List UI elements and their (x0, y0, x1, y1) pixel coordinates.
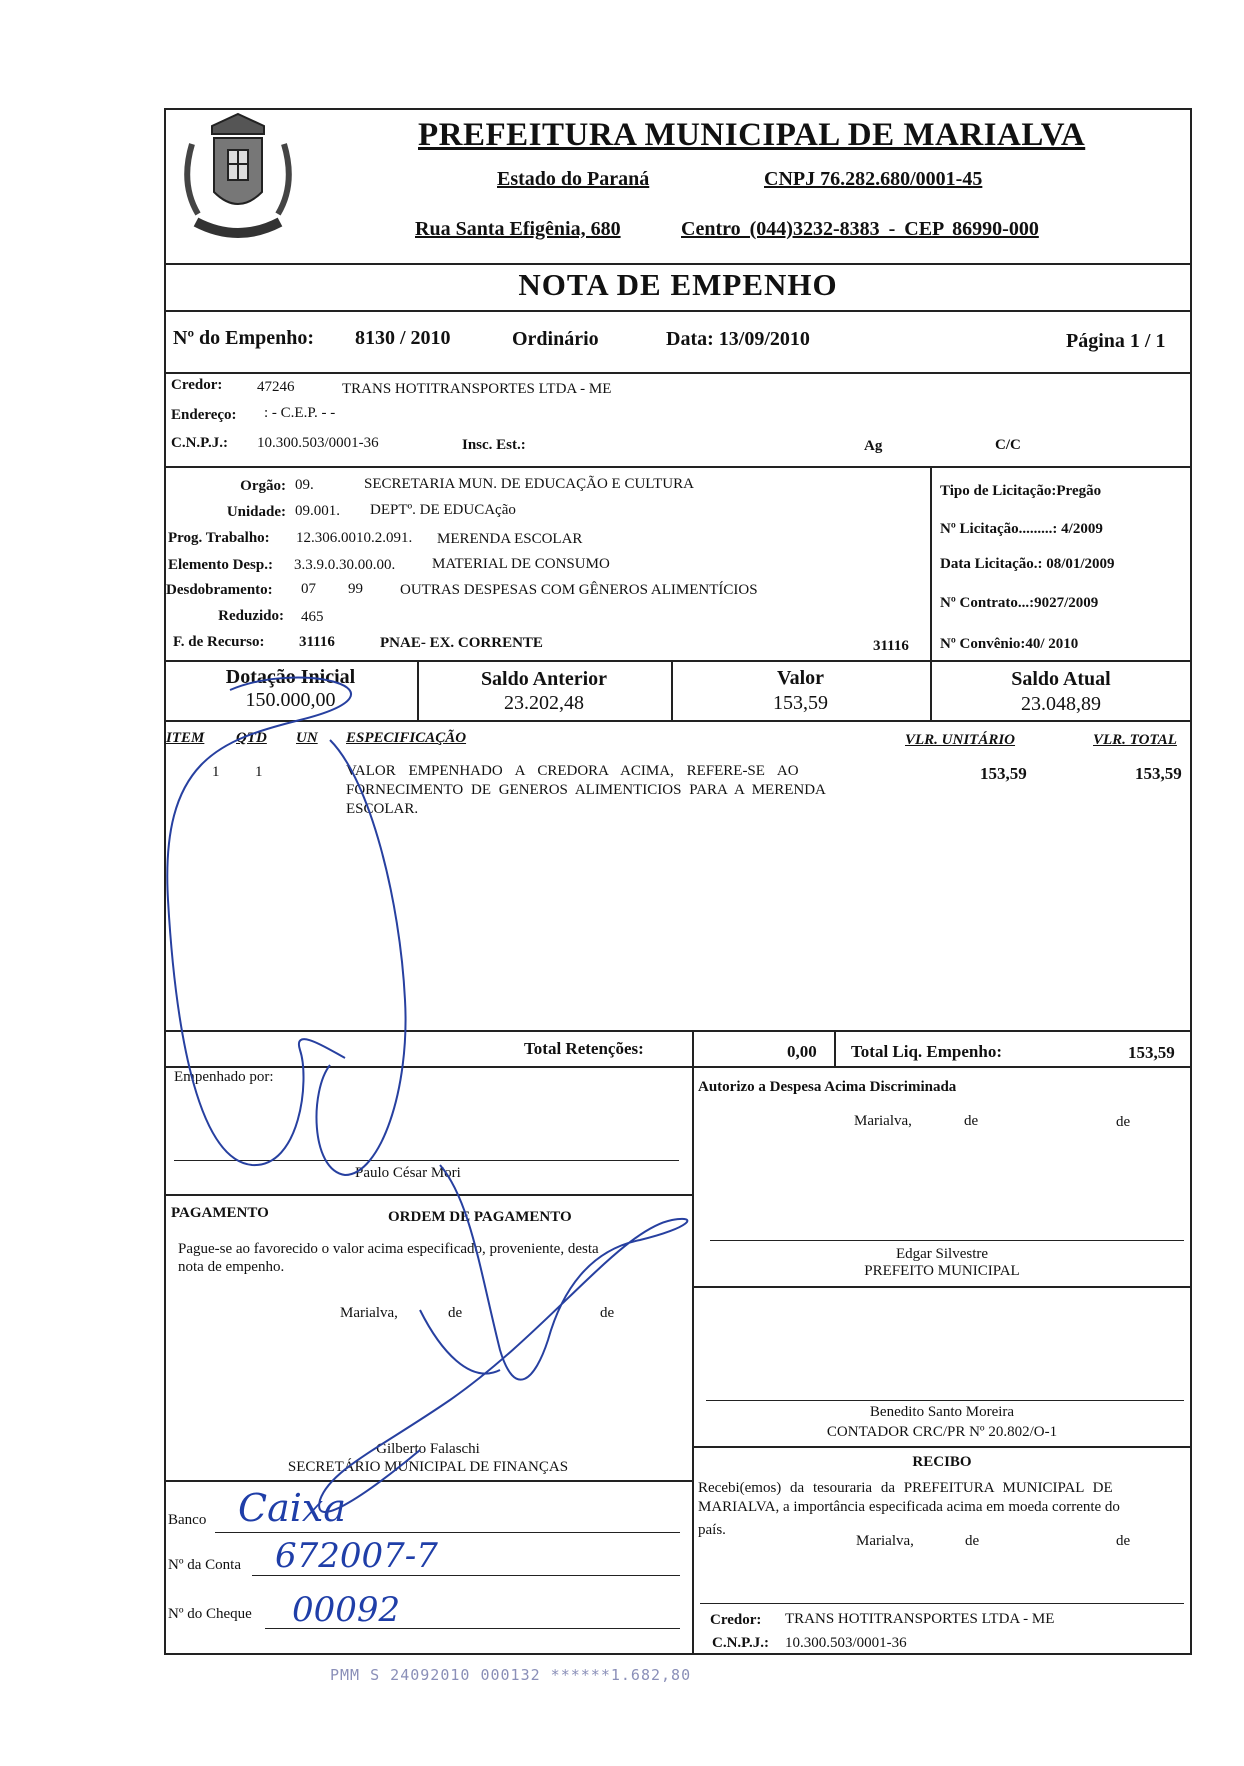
unidade-name: DEPTº. DE EDUCAção (370, 502, 516, 518)
col-header-vlr-total: VLR. TOTAL (1093, 732, 1177, 748)
divider (692, 1066, 694, 1655)
signature-line (706, 1400, 1184, 1401)
recibo-cnpj: 10.300.503/0001-36 (785, 1635, 907, 1651)
empenho-number: 8130 / 2010 (355, 327, 451, 349)
coat-of-arms-logo (168, 104, 308, 254)
banco-value: Caixa (238, 1486, 346, 1530)
desdobramento-code1: 07 (301, 581, 316, 597)
item-desc-line1: VALOR EMPENHADO A CREDORA ACIMA, REFERE-SE AO (346, 763, 799, 779)
address-field-value: : - C.E.P. - - (264, 405, 336, 421)
divider (164, 310, 1192, 312)
signature-line (710, 1240, 1184, 1241)
divider (164, 1030, 1192, 1032)
autorizo-de-2: de (1116, 1114, 1131, 1130)
recibo-text-line3: país. (698, 1522, 726, 1538)
numero-licitacao: Nº Licitação.........: 4/2009 (940, 521, 1103, 537)
empenho-number-label: Nº do Empenho: (173, 327, 315, 349)
pagamento-text-line2: nota de empenho. (178, 1259, 285, 1275)
state-label: Estado do Paraná (497, 168, 650, 190)
autorizo-de-1: de (964, 1113, 979, 1129)
recibo-label: RECIBO (912, 1454, 972, 1470)
tipo-licitacao: Tipo de Licitação:Pregão (940, 483, 1102, 499)
col-header-un: UN (296, 730, 318, 746)
empenho-type: Ordinário (512, 328, 599, 350)
item-unit-value: 153,59 (980, 764, 1027, 783)
district-phone-cep: Centro (044)3232-8383 - CEP 86990-000 (681, 218, 1039, 240)
saldo-atual-value: 23.048,89 (1021, 693, 1101, 715)
cheque-label: Nº do Cheque (168, 1606, 252, 1622)
divider (164, 1480, 692, 1482)
elemento-code: 3.3.9.0.30.00.00. (294, 557, 396, 573)
item-desc-line2: FORNECIMENTO DE GENEROS ALIMENTICIOS PARA A MERENDA (346, 782, 826, 798)
divider (164, 466, 1192, 468)
credor-label: Credor: (171, 377, 223, 393)
unidade-label: Unidade: (226, 504, 286, 520)
saldo-anterior-label: Saldo Anterior (480, 668, 608, 690)
recibo-text-line2: MARIALVA, a importância especificada acima em moeda corrente do (698, 1499, 1120, 1515)
recibo-de-2: de (1116, 1533, 1131, 1549)
divider (164, 372, 1192, 374)
input-line (215, 1532, 680, 1533)
item-total-value: 153,59 (1135, 764, 1182, 783)
divider (164, 720, 1192, 722)
conta-value: 672007-7 (275, 1536, 438, 1576)
empenho-date: Data: 13/09/2010 (666, 328, 810, 350)
prog-name: MERENDA ESCOLAR (437, 531, 583, 547)
bank-stamp: PMM S 24092010 000132 ******1.682,80 (330, 1666, 692, 1684)
prefeito-title: PREFEITO MUNICIPAL (864, 1263, 1020, 1279)
pagamento-label: PAGAMENTO (171, 1205, 269, 1221)
orgao-name: SECRETARIA MUN. DE EDUCAÇÃO E CULTURA (364, 476, 694, 492)
secretario-title: SECRETÁRIO MUNICIPAL DE FINANÇAS (287, 1459, 569, 1475)
credor-name: TRANS HOTITRANSPORTES LTDA - ME (342, 381, 612, 397)
divider (930, 466, 932, 662)
recibo-text-line1: Recebi(emos) da tesouraria da PREFEITURA MUNICIPAL DE (698, 1480, 1113, 1496)
ordem-pagamento-label: ORDEM DE PAGAMENTO (388, 1209, 572, 1225)
recibo-credor-label: Credor: (710, 1612, 762, 1628)
empenhado-por-name: Paulo César Mori (355, 1165, 461, 1181)
pagamento-text-line1: Pague-se ao favorecido o valor acima especificado, proveniente, desta (178, 1241, 599, 1257)
credor-cnpj: 10.300.503/0001-36 (257, 435, 379, 451)
page-number: Página 1 / 1 (1066, 330, 1166, 352)
reduzido-label: Reduzido: (218, 608, 284, 624)
col-header-item: ITEM (166, 730, 205, 746)
recurso-name: PNAE- EX. CORRENTE (380, 635, 543, 651)
recurso-code: 31116 (299, 634, 335, 650)
prog-label: Prog. Trabalho: (168, 530, 270, 546)
reduzido-code: 465 (301, 609, 324, 625)
address-label: Rua Santa Efigênia, 680 (415, 218, 621, 240)
secretario-name: Gilberto Falaschi (376, 1441, 480, 1457)
dotacao-value: 150.000,00 (245, 689, 336, 711)
divider (164, 1194, 692, 1196)
credor-code: 47246 (257, 379, 295, 395)
divider (164, 1066, 1192, 1068)
prefeito-name: Edgar Silvestre (895, 1246, 989, 1262)
autorizo-label: Autorizo a Despesa Acima Discriminada (698, 1079, 957, 1095)
divider (692, 1446, 1192, 1448)
pagamento-de-2: de (600, 1305, 615, 1321)
input-line (265, 1628, 680, 1629)
contador-name: Benedito Santo Moreira (869, 1404, 1015, 1420)
valor-value: 153,59 (773, 692, 828, 714)
recibo-city: Marialva, (856, 1533, 914, 1549)
col-header-qtd: QTD (236, 730, 267, 746)
desdobramento-name: OUTRAS DESPESAS COM GÊNEROS ALIMENTÍCIOS (400, 582, 758, 598)
credor-cnpj-label: C.N.P.J.: (171, 435, 228, 451)
col-header-especificacao: ESPECIFICAÇÃO (346, 730, 467, 746)
item-number: 1 (212, 764, 220, 780)
cheque-value: 00092 (292, 1590, 401, 1630)
prog-code: 12.306.0010.2.091. (296, 530, 413, 546)
autorizo-city: Marialva, (854, 1113, 912, 1129)
cc-label: C/C (995, 437, 1021, 453)
orgao-label: Orgão: (240, 478, 286, 494)
retencoes-label: Total Retenções: (524, 1039, 644, 1058)
divider (164, 263, 1192, 265)
unidade-code: 09.001. (295, 503, 340, 519)
col-header-vlr-unitario: VLR. UNITÁRIO (905, 732, 1016, 748)
item-desc-line3: ESCOLAR. (346, 801, 419, 817)
desdobramento-label: Desdobramento: (166, 582, 273, 598)
divider (692, 1030, 694, 1066)
saldo-atual-label: Saldo Atual (1011, 668, 1111, 690)
item-qtd: 1 (255, 764, 263, 780)
recurso-code-right: 31116 (873, 638, 909, 654)
banco-label: Banco (168, 1512, 207, 1528)
pagamento-de-1: de (448, 1305, 463, 1321)
orgao-code: 09. (295, 477, 314, 493)
total-liquido-label: Total Liq. Empenho: (851, 1042, 1002, 1061)
insc-label: Insc. Est.: (462, 437, 526, 453)
contador-title: CONTADOR CRC/PR Nº 20.802/O-1 (826, 1424, 1058, 1440)
saldo-anterior-value: 23.202,48 (504, 692, 584, 714)
recibo-cnpj-label: C.N.P.J.: (712, 1635, 769, 1651)
total-liquido-value: 153,59 (1128, 1043, 1175, 1062)
recibo-de-1: de (965, 1533, 980, 1549)
divider (164, 660, 1192, 662)
input-line (252, 1575, 680, 1576)
divider (692, 1286, 1192, 1288)
valor-label: Valor (776, 667, 825, 689)
pagamento-city: Marialva, (340, 1305, 398, 1321)
prefeitura-title: PREFEITURA MUNICIPAL DE MARIALVA (418, 117, 1086, 153)
numero-convenio: Nº Convênio:40/ 2010 (940, 636, 1079, 652)
signature-line (700, 1603, 1184, 1604)
recurso-label: F. de Recurso: (173, 634, 265, 650)
dotacao-label: Dotação Inicial (225, 666, 356, 688)
cnpj-label: CNPJ 76.282.680/0001-45 (764, 168, 983, 190)
empenhado-por-label: Empenhado por: (174, 1069, 274, 1085)
data-licitacao: Data Licitação.: 08/01/2009 (940, 556, 1115, 572)
conta-label: Nº da Conta (168, 1557, 241, 1573)
ag-label: Ag (864, 438, 883, 454)
elemento-name: MATERIAL DE CONSUMO (432, 556, 610, 572)
address-field-label: Endereço: (171, 407, 237, 423)
signature-line (174, 1160, 679, 1161)
numero-contrato: Nº Contrato...:9027/2009 (940, 595, 1099, 611)
elemento-label: Elemento Desp.: (168, 557, 273, 573)
retencoes-value: 0,00 (787, 1042, 817, 1061)
divider (834, 1030, 836, 1066)
document-title: NOTA DE EMPENHO (518, 267, 838, 302)
recibo-credor-name: TRANS HOTITRANSPORTES LTDA - ME (785, 1611, 1055, 1627)
desdobramento-code2: 99 (348, 581, 363, 597)
